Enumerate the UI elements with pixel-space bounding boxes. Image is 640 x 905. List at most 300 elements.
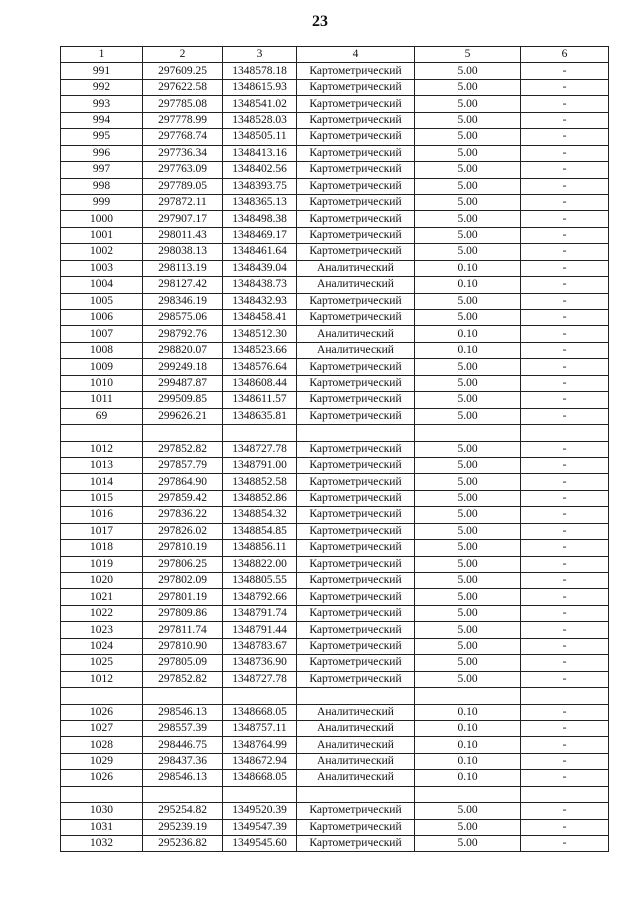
table-cell: Картометрический — [297, 211, 415, 227]
table-cell: 1348402.56 — [223, 162, 297, 178]
table-cell: 298113.19 — [143, 260, 223, 276]
table-row — [61, 803, 609, 819]
table-cell: 1348432.93 — [223, 293, 297, 309]
table-cell: 1349520.39 — [223, 803, 297, 819]
table-row — [61, 507, 609, 523]
table-cell: - — [521, 277, 609, 293]
table-cell: 5.00 — [415, 540, 521, 556]
table-cell: 0.10 — [415, 260, 521, 276]
table-cell: Картометрический — [297, 194, 415, 210]
table-cell: 0.10 — [415, 753, 521, 769]
table-cell: Аналитический — [297, 277, 415, 293]
table-cell: Картометрический — [297, 622, 415, 638]
table-cell: 1024 — [61, 638, 143, 654]
table-cell: 1027 — [61, 720, 143, 736]
table-cell: Картометрический — [297, 359, 415, 375]
table-cell: 5.00 — [415, 96, 521, 112]
table-cell: 1348852.58 — [223, 474, 297, 490]
table-cell: Картометрический — [297, 490, 415, 506]
table-cell: 996 — [61, 145, 143, 161]
table-cell: Картометрический — [297, 293, 415, 309]
table-cell: - — [521, 655, 609, 671]
table-cell: 1031 — [61, 819, 143, 835]
table-cell: - — [521, 836, 609, 852]
table-cell: Картометрический — [297, 638, 415, 654]
table-cell: - — [521, 474, 609, 490]
table-cell: 1021 — [61, 589, 143, 605]
table-cell: 1348672.94 — [223, 753, 297, 769]
table-cell: 5.00 — [415, 605, 521, 621]
table-cell: 1348783.67 — [223, 638, 297, 654]
table-row — [61, 605, 609, 621]
table-cell: - — [521, 770, 609, 786]
table-cell: 0.10 — [415, 277, 521, 293]
table-cell: 1348393.75 — [223, 178, 297, 194]
table-cell: 5.00 — [415, 79, 521, 95]
table-cell: 297778.99 — [143, 112, 223, 128]
table-row — [61, 704, 609, 720]
table-row — [61, 79, 609, 95]
table-cell — [143, 688, 223, 704]
table-cell: Картометрический — [297, 392, 415, 408]
table-cell: Картометрический — [297, 655, 415, 671]
table-cell: 1008 — [61, 342, 143, 358]
table-cell: 5.00 — [415, 145, 521, 161]
table-row — [61, 129, 609, 145]
table-cell: 298446.75 — [143, 737, 223, 753]
table-row — [61, 342, 609, 358]
table-row — [61, 178, 609, 194]
table-cell: 994 — [61, 112, 143, 128]
table-row — [61, 819, 609, 835]
table-row — [61, 408, 609, 424]
table-cell: 5.00 — [415, 507, 521, 523]
table-row — [61, 260, 609, 276]
table-cell: 1001 — [61, 227, 143, 243]
table-cell: 299249.18 — [143, 359, 223, 375]
table-cell — [415, 425, 521, 441]
table-cell: 1030 — [61, 803, 143, 819]
table-cell: 298792.76 — [143, 326, 223, 342]
table-cell: - — [521, 112, 609, 128]
table-cell: 5.00 — [415, 359, 521, 375]
table-cell: - — [521, 227, 609, 243]
table-cell: Картометрический — [297, 79, 415, 95]
table-cell: 297809.86 — [143, 605, 223, 621]
table-cell: 5.00 — [415, 392, 521, 408]
table-cell: 1348438.73 — [223, 277, 297, 293]
table-cell: 5.00 — [415, 523, 521, 539]
table-cell: 297810.90 — [143, 638, 223, 654]
table-header-row — [61, 47, 609, 63]
page-number: 23 — [312, 13, 328, 30]
table-cell: 5.00 — [415, 457, 521, 473]
table-cell: 69 — [61, 408, 143, 424]
table-cell: 0.10 — [415, 720, 521, 736]
table-cell — [61, 688, 143, 704]
table-cell: 5.00 — [415, 622, 521, 638]
table-row — [61, 786, 609, 802]
column-header: 4 — [297, 47, 415, 63]
table-cell: Картометрический — [297, 507, 415, 523]
table-cell — [297, 786, 415, 802]
table-row — [61, 162, 609, 178]
table-cell: - — [521, 293, 609, 309]
table-cell: 999 — [61, 194, 143, 210]
table-cell: 1010 — [61, 375, 143, 391]
table-cell: Картометрический — [297, 162, 415, 178]
table-cell: Картометрический — [297, 63, 415, 79]
table-cell: 991 — [61, 63, 143, 79]
table-cell: 297872.11 — [143, 194, 223, 210]
table-cell: 297806.25 — [143, 556, 223, 572]
column-header: 1 — [61, 47, 143, 63]
table-cell: 5.00 — [415, 178, 521, 194]
table-cell: 5.00 — [415, 375, 521, 391]
table-cell: 1348854.85 — [223, 523, 297, 539]
table-cell: 297801.19 — [143, 589, 223, 605]
table-cell — [61, 425, 143, 441]
table-cell: 299626.21 — [143, 408, 223, 424]
table-cell: - — [521, 523, 609, 539]
table-row — [61, 540, 609, 556]
table-cell: 0.10 — [415, 737, 521, 753]
table-cell: 1007 — [61, 326, 143, 342]
table-cell: 297826.02 — [143, 523, 223, 539]
table-cell: 297859.42 — [143, 490, 223, 506]
table-cell: Аналитический — [297, 326, 415, 342]
table-cell: 5.00 — [415, 293, 521, 309]
table-cell: 1348856.11 — [223, 540, 297, 556]
table-cell: - — [521, 589, 609, 605]
table-cell: Картометрический — [297, 573, 415, 589]
table-cell: - — [521, 803, 609, 819]
table-cell: 1348578.18 — [223, 63, 297, 79]
table-cell — [61, 786, 143, 802]
table-cell: - — [521, 260, 609, 276]
table-cell: 1028 — [61, 737, 143, 753]
table-cell: 1348792.66 — [223, 589, 297, 605]
table-cell: 1032 — [61, 836, 143, 852]
table-cell: - — [521, 704, 609, 720]
table-cell: 1348822.00 — [223, 556, 297, 572]
table-cell: - — [521, 326, 609, 342]
table-cell: 1348469.17 — [223, 227, 297, 243]
table-row — [61, 720, 609, 736]
table-cell: - — [521, 310, 609, 326]
table-cell: 5.00 — [415, 589, 521, 605]
table-cell: 5.00 — [415, 408, 521, 424]
table-cell: 1005 — [61, 293, 143, 309]
table-cell: Аналитический — [297, 753, 415, 769]
table-cell: 297811.74 — [143, 622, 223, 638]
table-cell: - — [521, 622, 609, 638]
table-cell: 297768.74 — [143, 129, 223, 145]
table-cell: 5.00 — [415, 836, 521, 852]
table-cell: 1003 — [61, 260, 143, 276]
table-cell: 299509.85 — [143, 392, 223, 408]
coordinates-table — [60, 46, 609, 852]
table-cell: - — [521, 96, 609, 112]
table-cell: 995 — [61, 129, 143, 145]
table-cell: 1012 — [61, 671, 143, 687]
table-cell: Картометрический — [297, 178, 415, 194]
table-cell: Картометрический — [297, 441, 415, 457]
table-cell: - — [521, 753, 609, 769]
table-cell: 297789.05 — [143, 178, 223, 194]
table-cell: - — [521, 408, 609, 424]
table-cell: 1348505.11 — [223, 129, 297, 145]
table-cell: 5.00 — [415, 556, 521, 572]
table-cell: Картометрический — [297, 474, 415, 490]
table-cell: Картометрический — [297, 227, 415, 243]
table-cell: Картометрический — [297, 145, 415, 161]
table-cell: 5.00 — [415, 194, 521, 210]
table-cell: 1348458.41 — [223, 310, 297, 326]
table-row — [61, 622, 609, 638]
table-cell: Картометрический — [297, 803, 415, 819]
table-cell: 298346.19 — [143, 293, 223, 309]
table-cell: 5.00 — [415, 310, 521, 326]
table-cell: 297810.19 — [143, 540, 223, 556]
table-row — [61, 63, 609, 79]
table-row — [61, 227, 609, 243]
table-cell: 0.10 — [415, 342, 521, 358]
table-cell: 1348541.02 — [223, 96, 297, 112]
table-cell: Картометрический — [297, 671, 415, 687]
table-cell: 1348461.64 — [223, 244, 297, 260]
table-cell: 1348365.13 — [223, 194, 297, 210]
table-cell — [223, 425, 297, 441]
table-cell: - — [521, 129, 609, 145]
table-cell: 1348668.05 — [223, 704, 297, 720]
table-cell: 5.00 — [415, 63, 521, 79]
table-cell — [223, 688, 297, 704]
table-row — [61, 523, 609, 539]
table-row — [61, 688, 609, 704]
table-cell: - — [521, 638, 609, 654]
table-cell: Картометрический — [297, 244, 415, 260]
table-row — [61, 425, 609, 441]
table-cell: 1348805.55 — [223, 573, 297, 589]
table-cell: 295236.82 — [143, 836, 223, 852]
table-cell: 1348512.30 — [223, 326, 297, 342]
table-row — [61, 753, 609, 769]
table-row — [61, 293, 609, 309]
table-cell: 1349547.39 — [223, 819, 297, 835]
table-cell: 298038.13 — [143, 244, 223, 260]
table-cell: - — [521, 392, 609, 408]
table-cell: Картометрический — [297, 540, 415, 556]
table-cell: 1348791.44 — [223, 622, 297, 638]
table-cell: 1348611.57 — [223, 392, 297, 408]
table-row — [61, 277, 609, 293]
table-row — [61, 359, 609, 375]
table-cell: 298437.36 — [143, 753, 223, 769]
table-cell: 1015 — [61, 490, 143, 506]
table-row — [61, 96, 609, 112]
column-header: 6 — [521, 47, 609, 63]
table-row — [61, 194, 609, 210]
table-cell: - — [521, 145, 609, 161]
table-row — [61, 112, 609, 128]
table-cell: 1002 — [61, 244, 143, 260]
table-cell: 1014 — [61, 474, 143, 490]
table-cell: Аналитический — [297, 260, 415, 276]
table-cell: 297852.82 — [143, 441, 223, 457]
table-cell: Картометрический — [297, 605, 415, 621]
table-cell: 5.00 — [415, 490, 521, 506]
table-cell: - — [521, 507, 609, 523]
table-cell: 1348439.04 — [223, 260, 297, 276]
table-cell: 5.00 — [415, 803, 521, 819]
table-cell: 1348635.81 — [223, 408, 297, 424]
table-row — [61, 441, 609, 457]
table-cell: 1348791.00 — [223, 457, 297, 473]
table-row — [61, 457, 609, 473]
table-row — [61, 375, 609, 391]
table-cell: 295239.19 — [143, 819, 223, 835]
table-cell: 297736.34 — [143, 145, 223, 161]
table-cell: - — [521, 63, 609, 79]
table-cell — [521, 425, 609, 441]
table-cell: 1029 — [61, 753, 143, 769]
table-cell: 1348791.74 — [223, 605, 297, 621]
table-cell: 298546.13 — [143, 770, 223, 786]
table-cell: 1026 — [61, 704, 143, 720]
table-cell — [143, 786, 223, 802]
table-row — [61, 244, 609, 260]
table-cell: 1348498.38 — [223, 211, 297, 227]
table-cell: 0.10 — [415, 704, 521, 720]
table-cell — [521, 688, 609, 704]
table-cell: 1348615.93 — [223, 79, 297, 95]
table-cell: 1004 — [61, 277, 143, 293]
column-header: 5 — [415, 47, 521, 63]
table-cell: 0.10 — [415, 326, 521, 342]
table-cell: 1020 — [61, 573, 143, 589]
column-header: 3 — [223, 47, 297, 63]
table-cell: Картометрический — [297, 408, 415, 424]
table-cell: - — [521, 244, 609, 260]
table-row — [61, 310, 609, 326]
table-cell: 297864.90 — [143, 474, 223, 490]
table-cell: 1006 — [61, 310, 143, 326]
table-cell: 5.00 — [415, 573, 521, 589]
table-cell: Картометрический — [297, 819, 415, 835]
table-cell: 1348852.86 — [223, 490, 297, 506]
table-cell: - — [521, 737, 609, 753]
table-row — [61, 737, 609, 753]
table-cell: 5.00 — [415, 671, 521, 687]
table-cell: 992 — [61, 79, 143, 95]
table-cell: 297805.09 — [143, 655, 223, 671]
table-cell: 5.00 — [415, 819, 521, 835]
table-cell: - — [521, 573, 609, 589]
table-cell: 1348736.90 — [223, 655, 297, 671]
table-cell: - — [521, 441, 609, 457]
table-cell: 1022 — [61, 605, 143, 621]
table-cell: 298011.43 — [143, 227, 223, 243]
table-cell: 1023 — [61, 622, 143, 638]
table-cell: 1348523.66 — [223, 342, 297, 358]
table-cell: 1012 — [61, 441, 143, 457]
table-cell: 297785.08 — [143, 96, 223, 112]
table-cell: 1026 — [61, 770, 143, 786]
table-row — [61, 573, 609, 589]
table-row — [61, 326, 609, 342]
table-cell: 295254.82 — [143, 803, 223, 819]
table-cell: 297622.58 — [143, 79, 223, 95]
table-cell: 1348727.78 — [223, 441, 297, 457]
table-cell: 5.00 — [415, 162, 521, 178]
table-cell: 298127.42 — [143, 277, 223, 293]
table-cell: - — [521, 457, 609, 473]
table-cell: 1348764.99 — [223, 737, 297, 753]
table-cell: - — [521, 490, 609, 506]
table-cell: 5.00 — [415, 227, 521, 243]
table-cell: 5.00 — [415, 638, 521, 654]
table-cell: Аналитический — [297, 720, 415, 736]
table-row — [61, 836, 609, 852]
table-cell: 1348528.03 — [223, 112, 297, 128]
table-row — [61, 638, 609, 654]
table-cell: 298575.06 — [143, 310, 223, 326]
table-cell: 1016 — [61, 507, 143, 523]
table-cell: - — [521, 79, 609, 95]
table-row — [61, 655, 609, 671]
table-cell: Картометрический — [297, 836, 415, 852]
table-cell: 993 — [61, 96, 143, 112]
table-cell: - — [521, 720, 609, 736]
table-cell — [143, 425, 223, 441]
table-cell: 1013 — [61, 457, 143, 473]
table-cell: Картометрический — [297, 523, 415, 539]
table-cell: 5.00 — [415, 474, 521, 490]
table-cell: Картометрический — [297, 96, 415, 112]
table-row — [61, 556, 609, 572]
table-cell: 0.10 — [415, 770, 521, 786]
table-cell: 1348757.11 — [223, 720, 297, 736]
table-cell: 1025 — [61, 655, 143, 671]
table-cell: 1348854.32 — [223, 507, 297, 523]
table-cell: 1011 — [61, 392, 143, 408]
table-cell: 297609.25 — [143, 63, 223, 79]
table-cell: 1348668.05 — [223, 770, 297, 786]
table-cell: Картометрический — [297, 457, 415, 473]
table-cell: 297763.09 — [143, 162, 223, 178]
table-cell: 299487.87 — [143, 375, 223, 391]
table-cell: 5.00 — [415, 211, 521, 227]
table-cell: - — [521, 375, 609, 391]
table-cell: 1017 — [61, 523, 143, 539]
table-cell: 5.00 — [415, 112, 521, 128]
table-row — [61, 589, 609, 605]
table-cell: 297802.09 — [143, 573, 223, 589]
table-row — [61, 474, 609, 490]
column-header: 2 — [143, 47, 223, 63]
table-row — [61, 490, 609, 506]
table-cell: Картометрический — [297, 375, 415, 391]
table-cell: Картометрический — [297, 129, 415, 145]
table-cell: 298820.07 — [143, 342, 223, 358]
table-cell: 5.00 — [415, 655, 521, 671]
table-cell: 1019 — [61, 556, 143, 572]
table-cell: 5.00 — [415, 441, 521, 457]
table-cell: - — [521, 540, 609, 556]
table-cell: - — [521, 178, 609, 194]
table-cell: 1018 — [61, 540, 143, 556]
